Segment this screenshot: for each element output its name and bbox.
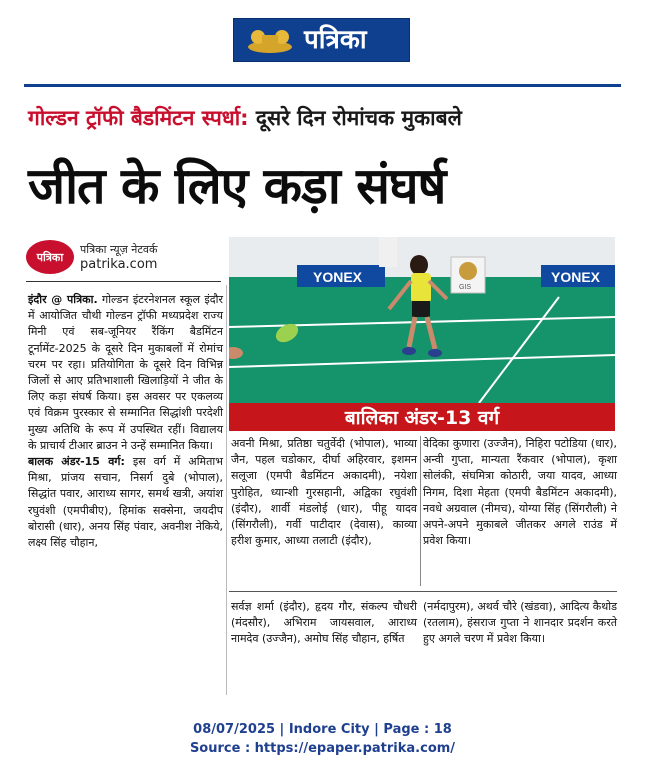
section-divider: [229, 591, 617, 592]
kicker: [28, 104, 628, 132]
footer-source-link[interactable]: Source : https://epaper.patrika.com/: [189, 741, 456, 756]
golden-lion-icon: [244, 25, 296, 55]
kicker-event: गोल्डन ट्रॉफी बैडमिंटन स्पर्धा:: [28, 106, 249, 130]
inner-column-divider: [420, 436, 421, 586]
footer: [0, 720, 645, 758]
girls-column-b: वेदिका कुणारा (उज्जैन), निहिरा पटोडिया (धार), अन्वी गुप्ता, मान्यता रैंकवार (भोपाल), कृशा सोलंकी, संघमित्रा कोठारी, जया यादव, आध्या निगम, दिशा मेहता (एमपी बैडमिंटन अकादमी), नवधे अग्रवाल (नीमच), योग्या सिंह (सिंगरौली) ने अपने-अपने मुकाबले जीतकर अगले राउंड में प्रवेश किया।: [423, 437, 617, 548]
boys-text: इस वर्ग में अमिताभ मिश्रा, प्रांजय सचान, निसर्ग दुबे (भोपाल), सिद्धांत पवार, आराध्य सागर, समर्थ खत्री, अयांश रघुवंशी (एमपीबीए), हिमांक सक्सेना, जयदीप बोरासी (धार), अनय सिंह पंवार, अवनीश नेकिये, लक्ष्य सिंह चौहान,: [28, 455, 223, 550]
masthead-rule: [24, 84, 621, 87]
byline: [26, 238, 226, 276]
footer-date-line: 08/07/2025 | Indore City | Page : 18: [193, 722, 452, 737]
headline: जीत के लिए कड़ा संघर्ष: [28, 157, 446, 215]
byline-network: पत्रिका न्यूज़ नेटवर्क: [80, 243, 158, 256]
lead-text: गोल्डन इंटरनेशनल स्कूल इंदौर में आयोजित चौथी गोल्डन ट्रॉफी मध्यप्रदेश राज्य मिनी एवं सब-जूनियर रैंकिंग बैडमिंटन टूर्नामेंट-2025 के दूसरे दिन मुकाबलों में रोमांच चरम पर रहा। प्रतियोगिता के दूसरे दिन विभिन्न जिलों से आए प्रतिभाशाली खिलाड़ियों ने जीत के लिए कड़ा संघर्ष किया। इस अवसर पर एकलव्य एवं विक्रम पुरस्कार से सम्मानित सिद्धांशी परदेशी मुख्य अतिथि के रूप में उपस्थित रहीं। विद्यालय के प्राचार्य टीआर ब्राउन ने उन्हें सम्मानित किया।: [28, 293, 223, 452]
banner-text-2: GIS: [459, 284, 472, 291]
banner-text-1: YONEX: [313, 269, 363, 285]
lead-column: [28, 292, 223, 551]
girls-column-a: अवनी मिश्रा, प्रतिष्ठा चतुर्वेदी (भोपाल), भाव्या जैन, पहल चडोकार, दीर्घा अहिरवार, इशमन सलूजा (एमपी बैडमिंटन अकादमी), नयेशा पुरोहित, ध्यान्शी गुरसहानी, अद्विका रघुवंशी (इंदौर), शार्वी मंडलोई (धार), पीहू यादव (सिंगरौली), गर्वी पाटीदार (देवास), काव्या हरीश कुमार, आध्या तलाटी (इंदौर),: [231, 437, 417, 548]
masthead-title: पत्रिका: [304, 25, 367, 55]
boys-heading: बालक अंडर-15 वर्ग:: [28, 455, 125, 469]
banner-text-3: YONEX: [551, 269, 601, 285]
patrika-badge-icon: पत्रिका: [26, 240, 74, 274]
masthead-logo[interactable]: [233, 18, 410, 62]
kicker-subtitle: दूसरे दिन रोमांचक मुकाबले: [248, 106, 462, 130]
dateline: इंदौर @ पत्रिका.: [28, 293, 98, 306]
byline-site[interactable]: patrika.com: [80, 257, 158, 272]
boys-continued-column-a: सर्वज्ञ शर्मा (इंदौर), हृदय गौर, संकल्प चौधरी (मंदसौर), अभिराम जायसवाल, आराध्य नामदेव (उज्जैन), अमोघ सिंह चौहान, हर्षित: [231, 600, 417, 646]
badminton-player-photo: [229, 237, 615, 403]
byline-rule: [26, 281, 221, 282]
column-divider: [226, 285, 227, 695]
boys-continued-column-b: (नर्मदापुरम), अथर्व चौरे (खंडवा), आदित्य कैथोड (रतलाम), हंसराज गुप्ता ने शानदार प्रदर्शन करते हुए अगले चरण में प्रवेश किया।: [423, 600, 617, 646]
section-label-girls-u13: बालिका अंडर-13 वर्ग: [229, 403, 615, 431]
